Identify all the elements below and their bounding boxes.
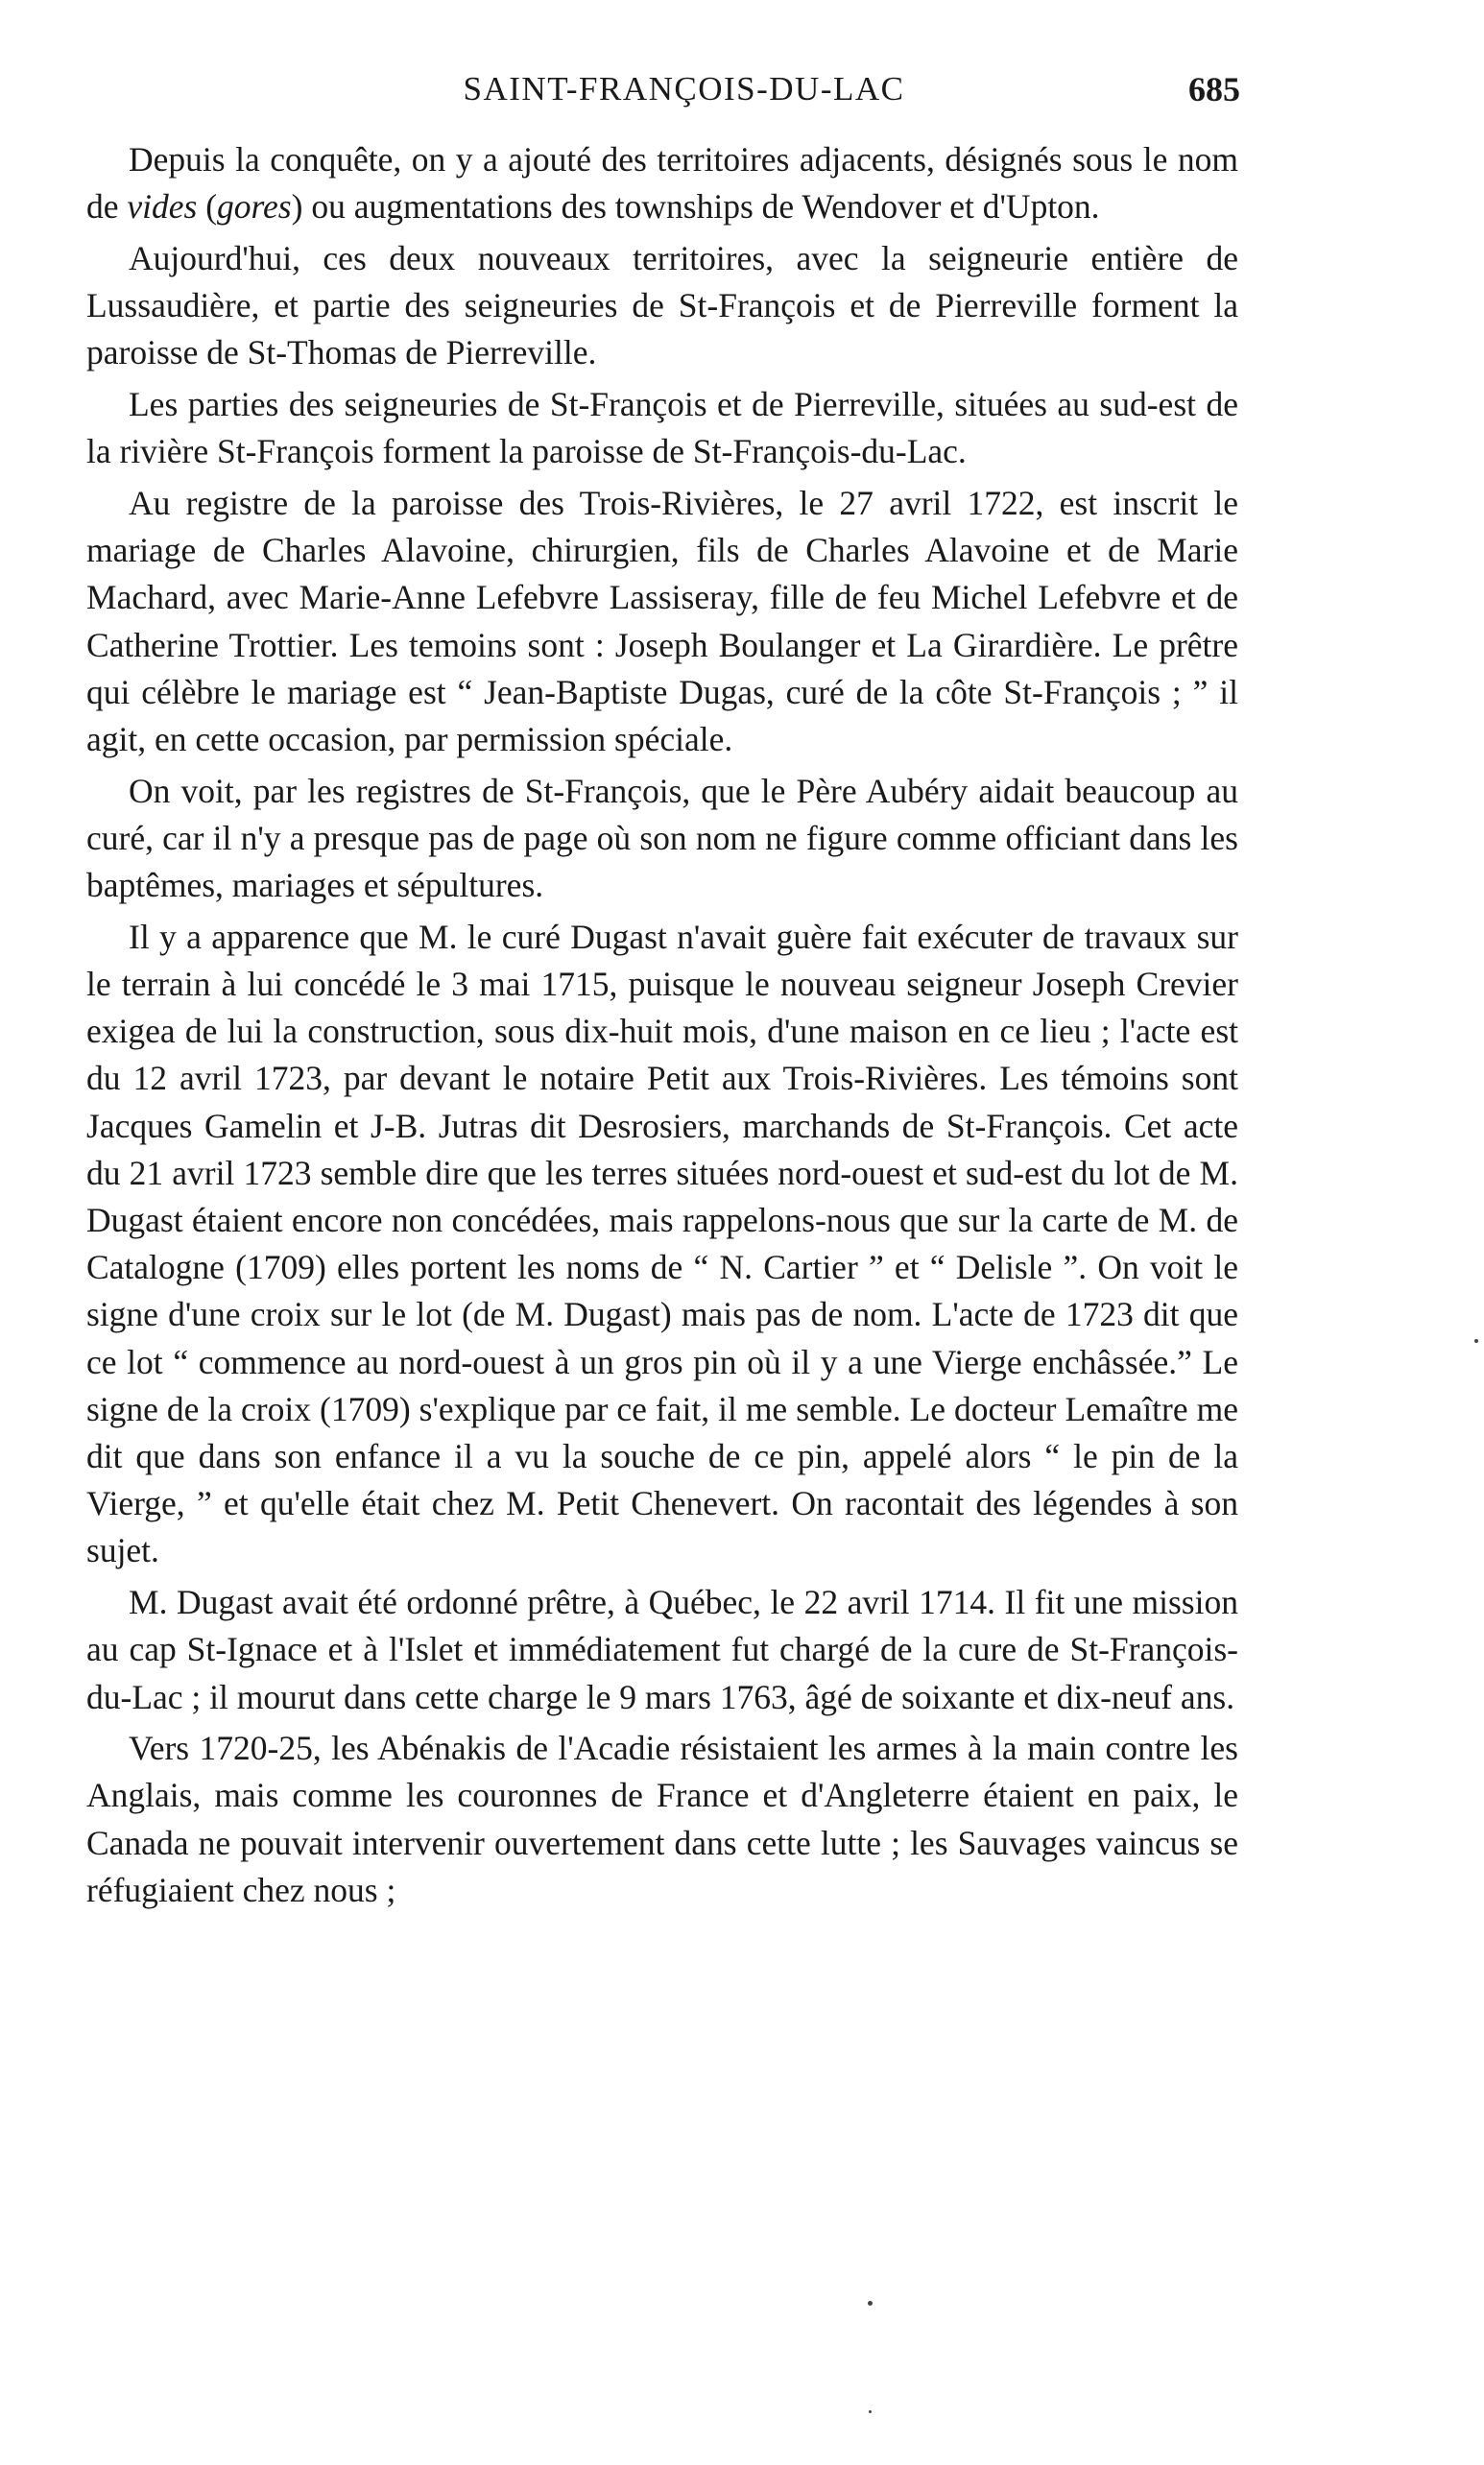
ink-speck <box>1474 1339 1478 1343</box>
paragraph-7: M. Dugast avait été ordonné prêtre, à Québec, le 22 avril 1714. Il fit une mission au cap St-Ignace et à l'Islet et immédiatement fut chargé de la cure de St-François-du-Lac ; il mourut dans cette charge le 9 mars 1763, âgé de soixante et dix-neuf ans. <box>86 1583 1238 1716</box>
page-number: 685 <box>1188 70 1240 108</box>
paragraph-2: Aujourd'hui, ces deux nouveaux territoires, avec la seigneurie entière de Lussaudière, et partie des seigneuries de St-François et de Pierreville forment la paroisse de St-Thomas de Pierreville. <box>86 238 1238 372</box>
paragraph-1-italic-gores: gores <box>217 187 292 227</box>
paragraph-8: Vers 1720-25, les Abénakis de l'Acadie résistaient les armes à la main contre les Anglais, mais comme les couronnes de France et d'Angleterre étaient en paix, le Canada ne pouvait intervenir ouvertement dans cette lutte ; les Sauvages vaincus se réfugiaient chez nous ; <box>86 1729 1238 1909</box>
body-text <box>86 136 1238 1919</box>
ink-speck <box>869 2410 872 2413</box>
paragraph-5: On voit, par les registres de St-François, que le Père Aubéry aidait beaucoup au curé, car il n'y a presque pas de page où son nom ne figure comme officiant dans les baptêmes, mariages et sépultures. <box>86 771 1238 905</box>
paragraph-4: Au registre de la paroisse des Trois-Rivières, le 27 avril 1722, est inscrit le mariage de Charles Alavoine, chirurgien, fils de Charles Alavoine et de Marie Machard, avec Marie-Anne Lefebvre Lassiseray, fille de feu Michel Lefebvre et de Catherine Trottier. Les temoins sont : Joseph Boulanger et La Girardière. Le prêtre qui célèbre le mariage est “ Jean-Baptiste Dugas, curé de la côte St-François ; ” il agit, en cette occasion, par permission spéciale. <box>86 483 1238 758</box>
ink-speck <box>868 2301 873 2306</box>
paragraph-1-text-a: Depuis la conquête, on y a ajouté des territoires adjacents, désignés sous le nom de <box>86 140 1238 227</box>
paragraph-6: Il y a apparence que M. le curé Dugast n'avait guère fait exécuter de travaux sur le terrain à lui concédé le 3 mai 1715, puisque le nouveau seigneur Joseph Crevier exigea de lui la construction, sous dix-huit mois, d'une maison en ce lieu ; l'acte est du 12 avril 1723, par devant le notaire Petit aux Trois-Rivières. Les témoins sont Jacques Gamelin et J-B. Jutras dit Desrosiers, marchands de St-François. Cet acte du 21 avril 1723 semble dire que les terres situées nord-ouest et sud-est du lot de M. Dugast étaient encore non concédées, mais rappelons-nous que sur la carte de M. de Catalogne (1709) elles portent les noms de “ N. Cartier ” et “ Delisle ”. On voit le signe d'une croix sur le lot (de M. Dugast) mais pas de nom. L'acte de 1723 dit que ce lot “ commence au nord-ouest à un gros pin où il y a une Vierge enchâssée.” Le signe de la croix (1709) s'explique par ce fait, il me semble. Le docteur Lemaître me dit que dans son enfance il a vu la souche de ce pin, appelé alors “ le pin de la Vierge, ” et qu'elle était chez M. Petit Chenevert. On racontait des légendes à son sujet. <box>86 917 1238 1570</box>
paragraph-3: Les parties des seigneuries de St-François et de Pierreville, situées au sud-est de la rivière St-François forment la paroisse de St-François-du-Lac. <box>86 385 1238 471</box>
paragraph-1-text-b: ( <box>197 187 218 227</box>
paragraph-1-text-c: ) ou augmentations des townships de Wendover et d'Upton. <box>291 187 1100 227</box>
paragraph-1 <box>86 136 1238 230</box>
paragraph-1-italic-vides: vides <box>127 187 198 227</box>
running-title: SAINT-FRANÇOIS-DU-LAC <box>463 70 905 108</box>
running-head <box>130 65 1238 113</box>
